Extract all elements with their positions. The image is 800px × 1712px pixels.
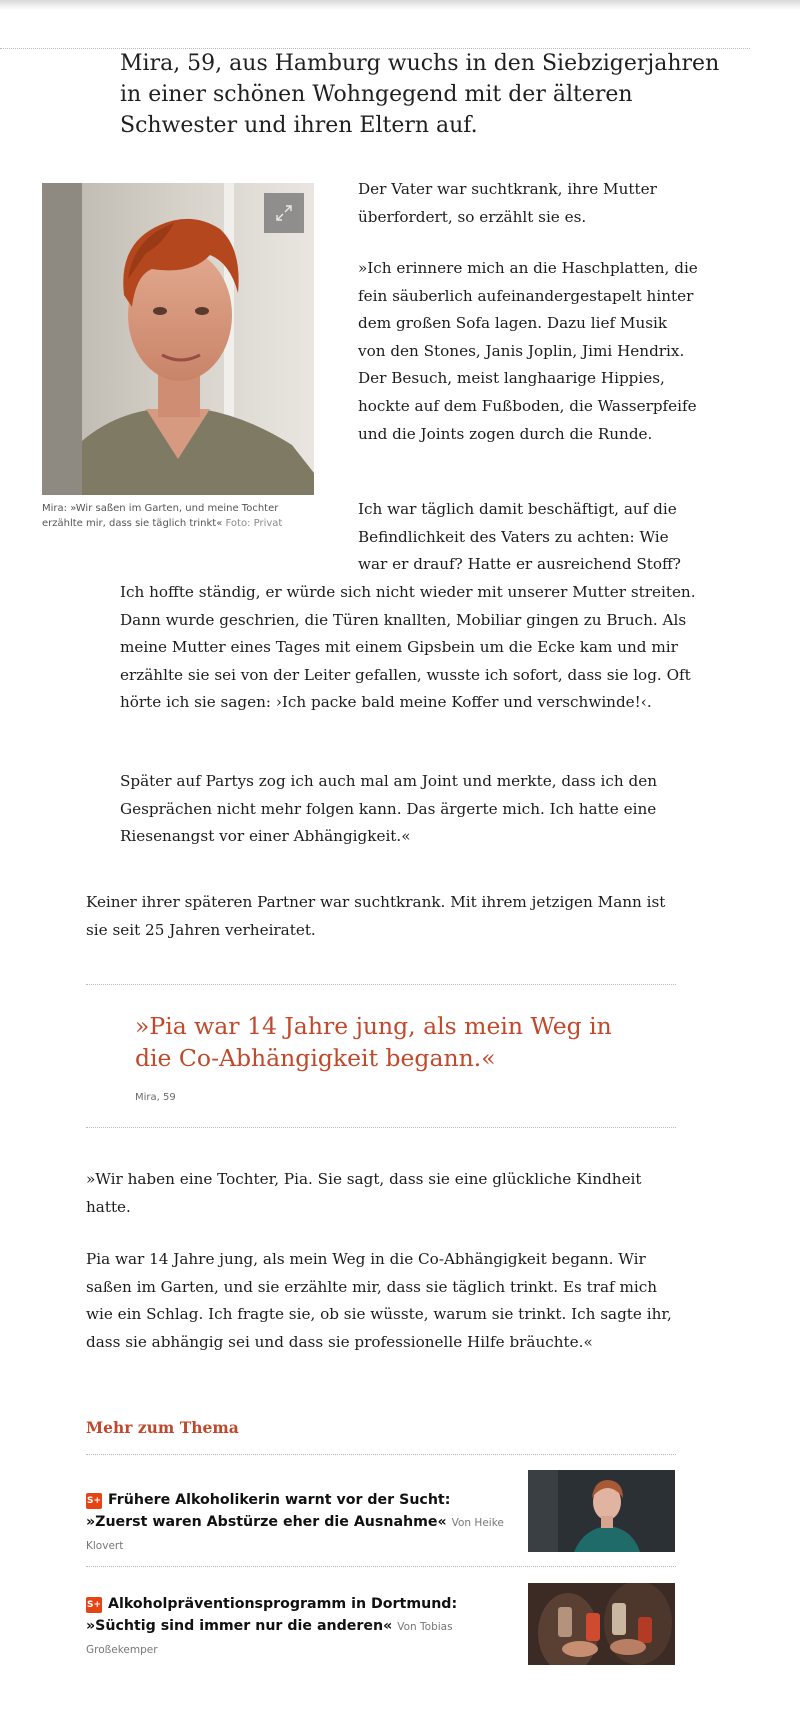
article-lede: Mira, 59, aus Hamburg wuchs in den Siebzigerjahren in einer schönen Wohngegend mit der älteren Schwester und ihren Eltern auf.: [120, 51, 720, 138]
body-paragraph-1: Der Vater war suchtkrank, ihre Mutter überfordert, so erzählt sie es.: [358, 180, 657, 226]
teaser-author-1: Von Heike Klovert: [86, 1517, 504, 1552]
quote-divider-top: [86, 984, 676, 985]
teaser-title-2[interactable]: Alkoholpräventionsprogramm in Dortmund: »Süchtig sind immer nur die anderen«: [86, 1596, 458, 1634]
teaser-image-2: [528, 1583, 675, 1665]
expand-icon: [275, 204, 293, 222]
photo-credit: Foto: Privat: [225, 518, 283, 529]
image-caption: [42, 501, 322, 531]
body-paragraph-2: »Ich erinnere mich an die Haschplatten, die fein säuberlich aufeinandergestapelt hinter dem großen Sofa lagen. Dazu lief Musik von den Stones, Janis Joplin, Jimi Hendrix. Der Besuch, meist langhaarige Hippies, hockte auf dem Fußboden, die Wasserpfeife und die Joints zogen durch die Runde.: [358, 259, 698, 443]
expand-image-button[interactable]: [264, 193, 304, 233]
more-divider-1: [86, 1454, 676, 1455]
teaser-image-1: [528, 1470, 675, 1552]
pull-quote-author: Mira, 59: [135, 1092, 176, 1103]
teaser-title-1[interactable]: Frühere Alkoholikerin warnt vor der Sucht: »Zuerst waren Abstürze eher die Ausnahme«: [86, 1492, 451, 1530]
teaser-author-2: Von Tobias Großekemper: [86, 1621, 453, 1656]
teaser-link-1[interactable]: [86, 1489, 516, 1557]
more-on-topic-heading: Mehr zum Thema: [86, 1418, 239, 1437]
body-paragraph-4: Später auf Partys zog ich auch mal am Joint und merkte, dass ich den Gesprächen nicht mehr folgen kann. Das ärgerte mich. Ich hatte eine Riesenangst vor einer Abhängigkeit.«: [120, 772, 658, 846]
body-paragraph-7: Pia war 14 Jahre jung, als mein Weg in die Co-Abhängigkeit begann. Wir saßen im Garten, und sie erzählte mir, dass sie täglich trinkt. Es traf mich wie ein Schlag. Ich fragte sie, ob sie wüsste, warum sie trinkt. Ich sagte ihr, dass sie abhängig sei und dass sie professionelle Hilfe bräuchte.«: [86, 1250, 672, 1351]
spiegel-plus-badge: S+: [86, 1493, 102, 1509]
portrait-photo[interactable]: [42, 183, 314, 495]
top-shade: [0, 0, 800, 10]
teaser-link-2[interactable]: [86, 1593, 516, 1661]
body-paragraph-6: »Wir haben eine Tochter, Pia. Sie sagt, dass sie eine glückliche Kindheit hatte.: [86, 1170, 642, 1216]
teaser-thumbnail-1[interactable]: [528, 1470, 675, 1552]
pull-quote: »Pia war 14 Jahre jung, als mein Weg in die Co-Abhängigkeit begann.«: [135, 1012, 612, 1072]
body-paragraph-3-start: Ich war täglich damit beschäftigt, auf die Befindlichkeit des Vaters zu achten: Wie war er drauf? Hatte er ausreichend Stoff?: [358, 500, 681, 574]
body-paragraph-5: Keiner ihrer späteren Partner war suchtkrank. Mit ihrem jetzigen Mann ist sie seit 25 Jahren verheiratet.: [86, 893, 666, 939]
body-paragraph-3-rest: Ich hoffte ständig, er würde sich nicht wieder mit unserer Mutter streiten. Dann wurde geschrien, die Türen knallten, Mobiliar gingen zu Bruch. Als meine Mutter eines Tages mit einem Gipsbein um die Ecke kam und mir erzählte sie sei von der Leiter gefallen, wusste ich sofort, dass sie log. Oft hörte ich sie sagen: ›Ich packe bald meine Koffer und verschwinde!‹.: [120, 583, 696, 712]
teaser-thumbnail-2[interactable]: [528, 1583, 675, 1665]
more-divider-2: [86, 1566, 676, 1567]
spiegel-plus-badge: S+: [86, 1597, 102, 1613]
quote-divider-bottom: [86, 1127, 676, 1128]
caption-text: Mira: »Wir saßen im Garten, und meine Tochter erzählte mir, dass sie täglich trinkt«: [42, 503, 279, 529]
